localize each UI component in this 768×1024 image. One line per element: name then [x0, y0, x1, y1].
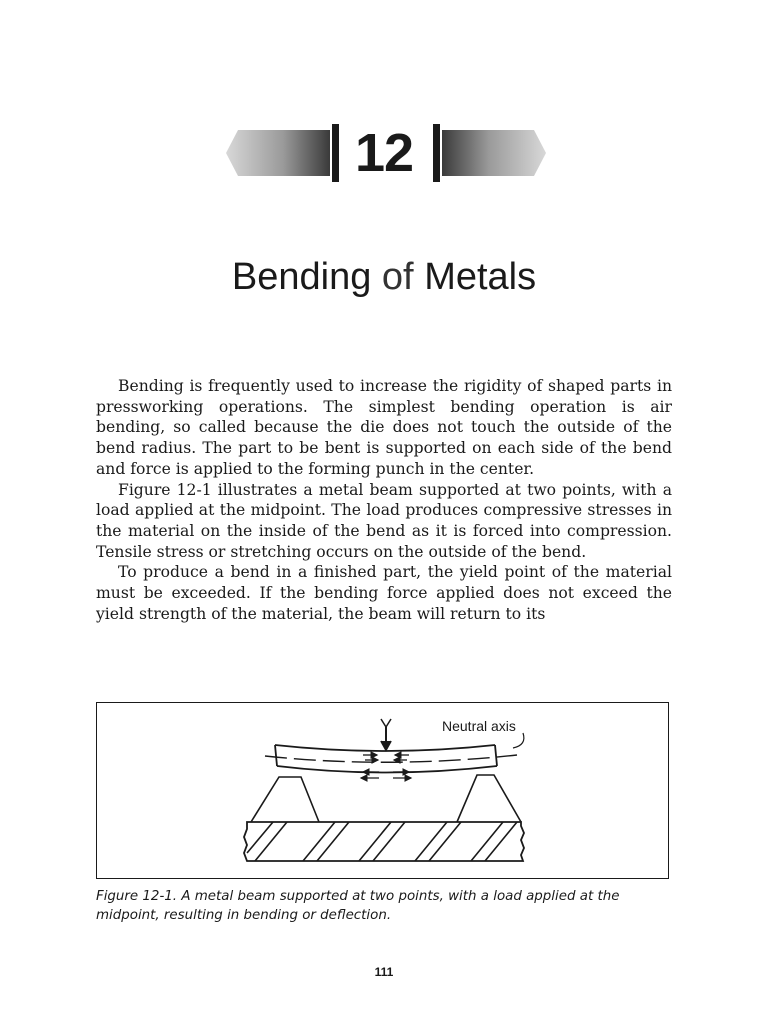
figure-12-1 [96, 702, 669, 879]
chapter-title-connector: of [381, 256, 414, 298]
beam-diagram [97, 703, 667, 877]
chapter-title-word: Metals [424, 256, 537, 298]
chapter-number: 12 [354, 123, 414, 183]
body-text [96, 376, 672, 624]
neutral-axis-label: Neutral axis [442, 718, 516, 734]
paragraph: Bending is frequently used to increase the rigidity of shaped parts in pressworking operations. The simplest bending operation is air bending, so called because the die does not touch the outside of the bend radius. The part to be bent is supported on each side of the bend and force is applied to the forming punch in the center. [96, 377, 672, 478]
paragraph: To produce a bend in a finished part, the yield point of the material must be exceeded. If the bending force applied does not exceed the yield strength of the material, the beam will return to its [96, 563, 672, 623]
figure-caption: Figure 12-1. A metal beam supported at two points, with a load applied at the midpoint, resulting in bending or deflection. [96, 889, 620, 923]
paragraph: Figure 12-1 illustrates a metal beam supported at two points, with a load applied at the midpoint. The load produces compressive stresses in the material on the inside of the bend as it is forced into compression. Tensile stress or stretching occurs on the outside of the bend. [96, 480, 672, 561]
chapter-title-word: Bending [231, 256, 372, 298]
page-number: 111 [374, 965, 394, 979]
chapter-title [0, 252, 768, 302]
